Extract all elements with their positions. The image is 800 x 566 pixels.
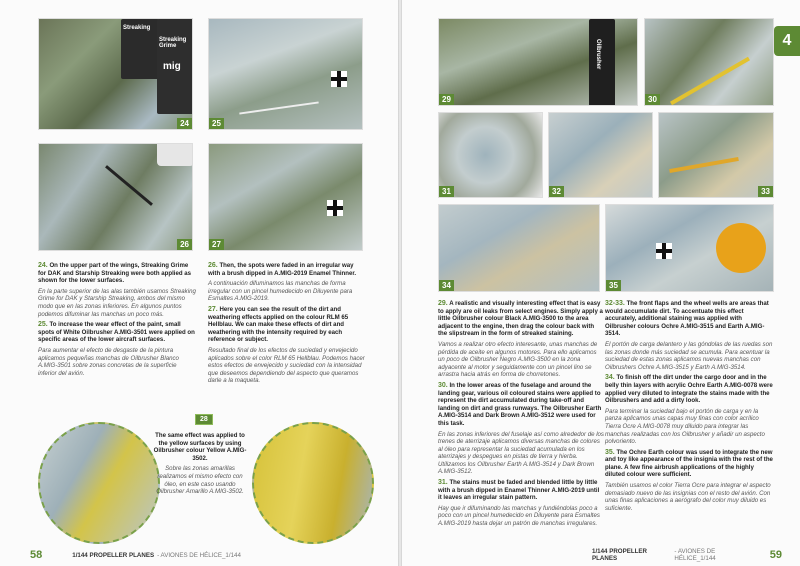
inset-panel: [40, 416, 370, 546]
photo-30: [644, 18, 774, 106]
caption-column-2: [208, 262, 366, 388]
caption-24-es: En la parte superior de las alas también usamos Streaking Grime for DAK y Starship Streaking, ambos del mismo modo que en las zonas inferiores. En algunos puntos podemos difuminar las manchas un poco más.: [38, 287, 196, 318]
streaking-bottle-1: [121, 19, 159, 79]
brush-icon: [669, 157, 739, 173]
footer-left: [30, 544, 390, 566]
photo-32: [548, 112, 653, 198]
bottle-label: Streaking: [123, 25, 151, 31]
brush-icon: [670, 57, 750, 105]
photo-34: [438, 204, 600, 292]
chapter-tab: 4: [774, 26, 800, 56]
footer-subtitle: - AVIONES DE HÉLICE_1/144: [157, 551, 241, 559]
right-page: [402, 0, 800, 566]
balkenkreuz-icon: [331, 71, 347, 87]
caption-27-es: Resultado final de los efectos de suciedad y envejecido aplicados sobre el color RLM 65 Hellblau. Podemos hacer estos efectos de envejecido y suciedad con la intensidad que deseemos dependiendo del aspecto que queramos darle a la maqueta.: [208, 346, 365, 385]
photo-35: [605, 204, 774, 292]
photo-25: [208, 18, 363, 130]
photo-number: 35: [606, 280, 621, 291]
inset-circle-right: [252, 422, 374, 544]
caption-31-es: Hay que ir difuminando las manchas y fundiéndolas poco a poco con un pincel humedecido en Diluyente para Esmaltes A.MIG-2019 hasta dejar un patrón de manchas irregulares.: [438, 504, 600, 528]
brush-icon: [105, 165, 153, 206]
caption-35-es: También usamos el color Tierra Ocre para integrar el aspecto demasiado nuevo de las insignias con el resto del avión. Con unas finas aplicaciones a aerógrafo del color muy diluido es suficiente.: [605, 482, 771, 512]
page-number: 59: [769, 549, 782, 561]
photo-number: 27: [209, 239, 224, 250]
photo-33: [658, 112, 774, 198]
photo-number: 26: [177, 239, 192, 250]
photo-29: [438, 18, 638, 106]
brand-label: mig: [163, 61, 181, 72]
caption-column-1: [38, 262, 196, 380]
caption-column-3: [438, 300, 604, 531]
caption-35-en: 35. The Ochre Earth colour was used to integrate the new and toy like appearance of the insignia with the rest of the plane. A few fine airbrush applications of the highly diluted colour were sufficient.: [605, 448, 773, 479]
caption-34-en: 34. To finish off the dirt under the cargo door and in the belly thin layers with acrylic Ochre Earth A.MIG-0078 were applied very diluted to integrate the stains made with the Oilbrushers and add a dirty look.: [605, 374, 773, 405]
bottle-label: Oilbrusher: [595, 39, 601, 70]
photo-number: 34: [439, 280, 454, 291]
photo-31: [438, 112, 543, 198]
caption-29-en: 29. A realistic and visually interesting effect that is easy to apply are oil leaks from select engines. Simply apply a little Oilbrusher colour Black A.MIG-3500 to the area adjacent to the engine, then drag the colour back with the slipstream in the form of streaked staining.: [438, 300, 603, 338]
airbrush-icon: [716, 223, 766, 273]
caption-27-en: 27. Here you can see the result of the dirt and weathering effects applied on the colour RLM 65 Hellblau. We can make these effects of dirt and weathering with the intensity required by each reference or subject.: [208, 305, 349, 344]
caption-24-en: 24. On the upper part of the wings, Streaking Grime for DAK and Starship Streaking were both applied as shown for the lower surfaces.: [38, 262, 192, 285]
left-page: [0, 0, 398, 566]
caption-30-en: 30. In the lower areas of the fuselage and around the landing gear, various oil coloured stains were applied to represent the dirt accumulated during take-off and landing on dirt and grass runways. The Oilbrusher Earth A.MIG-3514 and Dark Brown A.MIG-3512 were used for this task.: [438, 381, 602, 427]
caption-26-es: A continuación difuminamos las manchas de forma irregular con un pincel humedecido en Diluyente para Esmaltes A.MIG-2019.: [208, 280, 353, 303]
footer-title: 1/144 PROPELLER PLANES: [72, 551, 155, 559]
inset-caption-en: The same effect was applied to the yellow surfaces by using Oilbrusher colour Yellow A.MIG-3502.: [153, 432, 247, 462]
photo-number: 24: [177, 118, 192, 129]
inset-caption-es: Sobre las zonas amarillas realizamos el mismo efecto con óleo, en este caso usando Oilbrusher Amarillo A.MIG-3502.: [156, 465, 244, 496]
oilbrusher-bottle: [589, 19, 615, 106]
photo-27: [208, 143, 363, 251]
photo-number: 30: [645, 94, 660, 105]
photo-number: 31: [439, 186, 454, 197]
inset-caption: [150, 432, 250, 499]
inset-circle-left: [38, 422, 160, 544]
photo-number: 29: [439, 94, 454, 105]
photo-24: [38, 18, 193, 130]
paint-jar: [157, 144, 193, 166]
photo-number: 32: [549, 186, 564, 197]
footer-right: [592, 544, 782, 566]
photo-number: 33: [758, 186, 773, 197]
footer-title: 1/144 PROPELLER PLANES: [592, 548, 648, 562]
caption-34-es: Para terminar la suciedad bajo el portón de carga y en la panza aplicamos unas capas muy finas con color acrílico Tierra Ocre A.MIG-0078 muy diluido para integrar las manchas realizadas con los Oilbrusher y añadir un aspecto polvoriento.: [605, 407, 765, 446]
caption-26-en: 26. Then, the spots were faded in an irregular way with a brush dipped in A.MIG-2019 Enamel Thinner.: [208, 262, 357, 277]
bottle-label: Streaking Grime: [159, 37, 187, 49]
page-number: 58: [30, 549, 43, 561]
photo-number: 25: [209, 118, 224, 129]
balkenkreuz-icon: [656, 243, 672, 259]
caption-32-es: El portón de carga delantero y las góndolas de las ruedas son las zonas donde más suciedad se acumula. Para acentuar la suciedad de estas zonas aplicamos nuevas manchas con Oilbrushers Ochre A.MIG-3515 y Earth A.MIG-3514.: [605, 340, 773, 371]
balkenkreuz-icon: [327, 200, 343, 216]
caption-30-es: En las zonas inferiores del fuselaje así como alrededor de los trenes de aterrizaje aplicamos diversas manchas de colores al óleo para representar la suciedad acumulada en los aterrizajes y despegues en pistas de tierra y hierba. Utilizamos los Oilbrusher Earth A.MIG-3514 y Dark Brown A.MIG-3512.: [438, 430, 604, 476]
caption-32-en: 32-33. The front flaps and the wheel wells are areas that would accumulate dirt. To accentuate this effect accurately, additional staining was applied with Oilbrusher colours Ochre A.MIG-3515 and Earth A.MIG-3514.: [605, 300, 769, 338]
caption-column-4: [605, 300, 774, 515]
caption-29-es: Vamos a realizar otro efecto interesante, unas manchas de pérdida de aceite en algunos motores. Para ello aplicamos un poco de Oilbrusher Negro A.MIG-3500 en la zona adyacente al motor y seguidamente con un pincel lino se arrastra hacia atrás en forma de chorretones.: [438, 340, 598, 379]
streaking-bottle-2: [157, 19, 193, 114]
inset-badge: 28: [195, 414, 213, 425]
caption-31-en: 31. The stains must be faded and blended little by little with a brush dipped in Enamel Thinner A.MIG-2019 until it leaves an irregular stain pattern.: [438, 479, 600, 502]
caption-25-en: 25. To increase the wear effect of the paint, small spots of White Oilbrusher A.MIG-3501 were applied on specific areas of the lower aircraft surfaces.: [38, 321, 195, 344]
photo-26: [38, 143, 193, 251]
brush-icon: [239, 101, 318, 114]
caption-25-es: Para aumentar el efecto de desgaste de la pintura aplicamos pequeñas manchas de Oilbrusher Blanco A.MIG-3501 sobre zonas concretas de la superficie inferior del avión.: [38, 346, 179, 377]
footer-subtitle: - AVIONES DE HÉLICE_1/144: [674, 548, 716, 562]
